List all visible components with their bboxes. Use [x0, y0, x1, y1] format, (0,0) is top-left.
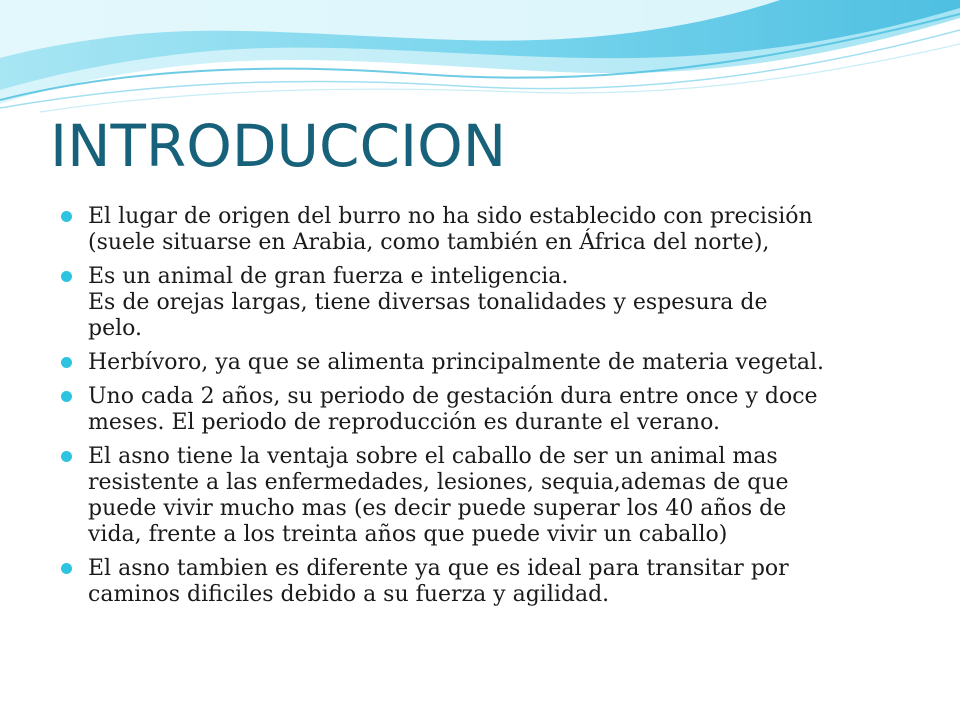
bullet-text-line: Es un animal de gran fuerza e inteligencia.: [88, 264, 569, 289]
bullet-item-origin: [58, 204, 918, 256]
bullet-list: [58, 204, 918, 616]
slide-title: INTRODUCCION: [50, 112, 507, 180]
bullet-text-line: vida, frente a los treinta años que puede vivir un caballo): [88, 522, 728, 547]
bullet-text-line: El asno tambien es diferente ya que es ideal para transitar por: [88, 556, 789, 581]
bullet-dot-icon: [61, 357, 72, 368]
bullet-text-line: puede vivir mucho mas (es decir puede superar los 40 años de: [88, 496, 787, 521]
bullet-text-line: El asno tiene la ventaja sobre el caballo de ser un animal mas: [88, 444, 778, 469]
bullet-dot-icon: [61, 563, 72, 574]
bullet-dot-icon: [61, 391, 72, 402]
bullet-dot-icon: [61, 211, 72, 222]
bullet-text-line: El lugar de origen del burro no ha sido establecido con precisión: [88, 204, 813, 229]
bullet-text-line: pelo.: [88, 316, 142, 341]
bullet-item-reproduction: [58, 384, 918, 436]
bullet-dot-icon: [61, 271, 72, 282]
bullet-text-line: Uno cada 2 años, su periodo de gestación dura entre once y doce: [88, 384, 818, 409]
bullet-dot-icon: [61, 451, 72, 462]
bullet-item-traits: [58, 264, 918, 342]
bullet-text-line: caminos dificiles debido a su fuerza y agilidad.: [88, 582, 610, 607]
bullet-text-line: (suele situarse en Arabia, como también en África del norte),: [88, 230, 770, 255]
bullet-text-line: meses. El periodo de reproducción es durante el verano.: [88, 410, 720, 435]
bullet-text-line: Herbívoro, ya que se alimenta principalmente de materia vegetal.: [88, 350, 824, 375]
bullet-item-advantages: [58, 444, 918, 548]
bullet-text-line: Es de orejas largas, tiene diversas tonalidades y espesura de: [88, 290, 768, 315]
bullet-item-diet: [58, 350, 918, 376]
bullet-text-line: resistente a las enfermedades, lesiones, sequia,ademas de que: [88, 470, 789, 495]
wave-header-decoration: [0, 0, 960, 130]
bullet-item-terrain: [58, 556, 918, 608]
